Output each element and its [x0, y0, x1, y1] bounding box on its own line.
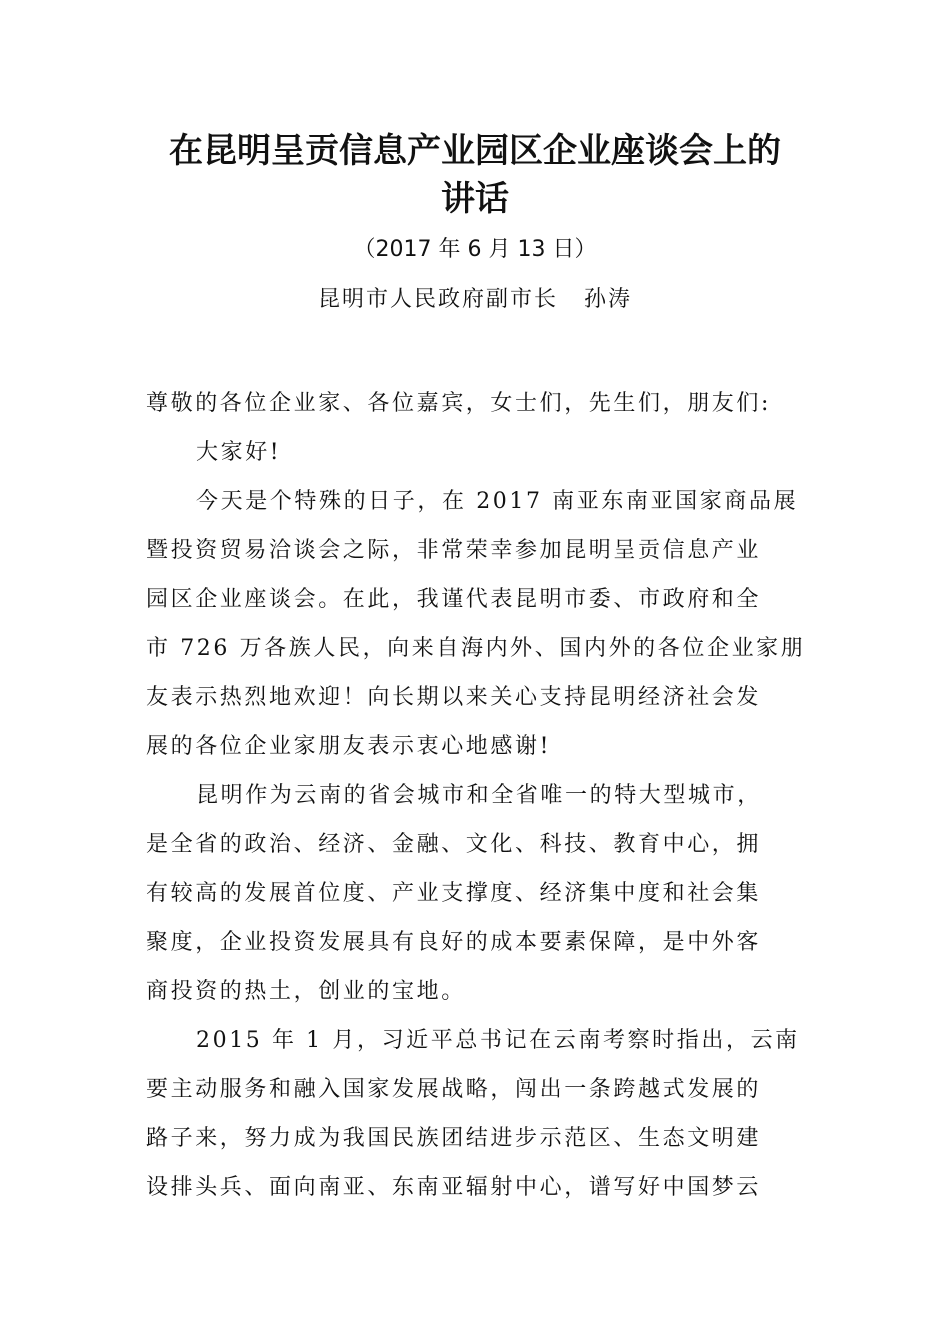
paragraph-line: 聚度，企业投资发展具有良好的成本要素保障，是中外客	[146, 930, 762, 955]
paragraph-line: 市 726 万各族人民，向来自海内外、国内外的各位企业家朋	[146, 636, 806, 661]
paragraph-line: 昆明作为云南的省会城市和全省唯一的特大型城市，	[196, 783, 762, 808]
speech-date: （2017 年 6 月 13 日）	[353, 237, 597, 262]
paragraph-line: 2015 年 1 月，习近平总书记在云南考察时指出，云南	[196, 1028, 800, 1053]
speaker-name: 孙涛	[584, 287, 633, 312]
paragraph-line: 是全省的政治、经济、金融、文化、科技、教育中心，拥	[146, 832, 762, 857]
speaker-title: 昆明市人民政府副市长	[317, 287, 558, 312]
paragraph-line: 要主动服务和融入国家发展战略，闯出一条跨越式发展的	[146, 1077, 762, 1102]
salutation-line: 尊敬的各位企业家、各位嘉宾，女士们，先生们，朋友们:	[146, 391, 772, 416]
paragraph-line: 暨投资贸易洽谈会之际，非常荣幸参加昆明呈贡信息产业	[146, 538, 762, 563]
speech-body	[146, 379, 806, 1212]
paragraph-line: 展的各位企业家朋友表示衷心地感谢!	[146, 734, 552, 759]
paragraph-line: 设排头兵、面向南亚、东南亚辐射中心，谱写好中国梦云	[146, 1175, 762, 1200]
paragraph-line: 商投资的热土，创业的宝地。	[146, 979, 466, 1004]
speaker-byline	[140, 284, 810, 316]
greeting-line: 大家好!	[196, 440, 282, 465]
paragraph-line: 友表示热烈地欢迎！向长期以来关心支持昆明经济社会发	[146, 685, 762, 710]
paragraph-line: 园区企业座谈会。在此，我谨代表昆明市委、市政府和全	[146, 587, 762, 612]
paragraph-line: 路子来，努力成为我国民族团结进步示范区、生态文明建	[146, 1126, 762, 1151]
document-title-line-2: 讲话	[441, 179, 509, 219]
paragraph-line: 今天是个特殊的日子，在 2017 南亚东南亚国家商品展	[196, 489, 799, 514]
paragraph-line: 有较高的发展首位度、产业支撑度、经济集中度和社会集	[146, 881, 762, 906]
document-title-line-1: 在昆明呈贡信息产业园区企业座谈会上的	[169, 131, 781, 171]
